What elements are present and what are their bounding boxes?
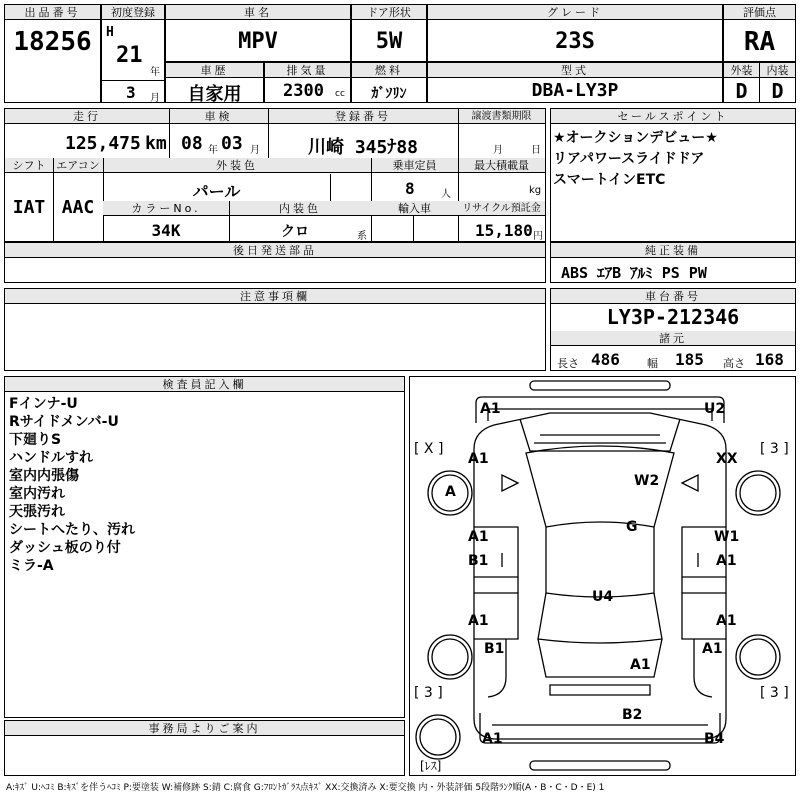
displacement-box — [264, 62, 351, 103]
history-box — [165, 62, 264, 103]
width: 185 — [675, 350, 704, 369]
mark-cabin: U4 — [592, 589, 614, 605]
mark-fl-fender: A1 — [468, 451, 489, 467]
mark-x-fl: [ X ] — [414, 441, 444, 457]
fuel: ｶﾞｿﾘﾝ — [371, 86, 407, 102]
registration-box — [101, 4, 165, 103]
mark-rl-fender: B1 — [484, 641, 505, 657]
shift-label: シフト — [5, 158, 53, 173]
fuel-box — [351, 62, 427, 103]
mark-fr-top: U2 — [704, 401, 726, 417]
length: 486 — [591, 350, 620, 369]
aircon: AAC — [61, 197, 95, 218]
reg-year-unit: 年 — [150, 67, 160, 78]
mark-fl-top: A1 — [480, 401, 501, 417]
disp-label: 排気量 — [265, 63, 350, 78]
length-label: 長さ — [557, 357, 579, 370]
interior-color: クロ — [281, 224, 309, 240]
inspector-note: 下廻りS — [9, 432, 62, 448]
inspector-note: シートへたり、汚れ — [9, 522, 135, 538]
sales-line: リアパワースライドドア — [553, 151, 705, 167]
displacement: 2300 — [283, 81, 324, 101]
equipment: ABS ｴｱB ｱﾙﾐ PS PW — [561, 264, 707, 282]
reg-year: 21 — [116, 43, 143, 68]
color-number: 34K — [151, 221, 181, 240]
car-outline — [410, 377, 795, 775]
mark-rr-fender: A1 — [702, 641, 723, 657]
mark-x-rl: [ 3 ] — [414, 685, 443, 701]
insp-month: 03 — [221, 133, 243, 154]
mark-spare: [ﾚｽ] — [420, 759, 442, 773]
insp-month-unit: 月 — [250, 145, 260, 156]
name-box — [165, 4, 351, 62]
inspector-note: ダッシュ板のり付 — [9, 540, 121, 556]
plate: 川崎 345ﾅ88 — [307, 137, 419, 158]
transfer-day-unit: 日 — [531, 145, 541, 156]
inspector-note: Rサイドメンバ-U — [9, 414, 119, 430]
intcolor-label: 内装色 — [229, 201, 371, 216]
sales-point-box — [550, 108, 796, 242]
shift: IAT — [12, 197, 46, 218]
mark-rr-door: A1 — [716, 613, 737, 629]
grade-label: グレード — [428, 5, 722, 20]
mark-wheel-fl: A — [445, 484, 456, 500]
grade-box — [427, 4, 723, 62]
model-code: DBA-LY3P — [531, 80, 619, 101]
office-box — [4, 720, 405, 776]
equipment-label: 純正装備 — [551, 243, 795, 258]
mark-roof: G — [626, 519, 638, 535]
score-box — [723, 4, 796, 62]
int-grade: D — [771, 79, 784, 103]
mark-fr-door1: W1 — [714, 529, 740, 545]
lot-label: 出品番号 — [5, 5, 100, 20]
name-label: 車名 — [166, 5, 350, 20]
sales-line: スマートインETC — [553, 172, 666, 188]
score: RA — [743, 27, 776, 57]
lot-number: 18256 — [13, 27, 92, 57]
capacity: 8 — [405, 179, 415, 198]
caution-box — [4, 288, 546, 371]
mark-rl-corner: A1 — [482, 731, 503, 747]
capacity-label: 乗車定員 — [371, 158, 458, 173]
model-box — [427, 62, 723, 103]
mark-fl-door1: A1 — [468, 529, 489, 545]
grade: 23S — [555, 29, 595, 54]
disp-unit: cc — [335, 89, 345, 99]
mark-fr-fender: XX — [716, 451, 738, 467]
mark-rl-door: A1 — [468, 613, 489, 629]
later-parts-box — [4, 242, 546, 283]
color-label: 外装色 — [103, 158, 371, 173]
recycle-label: リサイクル預託金 — [458, 201, 545, 216]
inspector-note: Fインナ-U — [9, 396, 78, 412]
width-label: 幅 — [647, 357, 658, 370]
int-label: 内装 — [760, 63, 795, 78]
office-label: 事務局よりご案内 — [5, 721, 404, 736]
score-label: 評価点 — [724, 5, 795, 20]
inspector-label: 検査員記入欄 — [5, 377, 404, 392]
inspector-note: 室内汚れ — [9, 486, 65, 502]
load-label: 最大積載量 — [458, 158, 545, 173]
sales-line: ★オークションデビュー★ — [553, 130, 718, 146]
mileage-label: 走行 — [5, 109, 169, 124]
car-name: MPV — [238, 29, 278, 54]
capacity-unit: 人 — [441, 189, 451, 200]
chassis-box — [550, 288, 796, 371]
sales-label: セールスポイント — [551, 109, 795, 124]
mark-fr-door2: A1 — [716, 553, 737, 569]
damage-diagram — [409, 376, 796, 776]
ac-label: エアコン — [53, 158, 103, 173]
mileage-unit: km — [145, 133, 167, 154]
intcolor-unit: 系 — [357, 231, 367, 242]
transfer-month-unit: 月 — [493, 145, 503, 156]
ext-label: 外装 — [724, 63, 759, 78]
specs-label: 諸元 — [551, 331, 795, 346]
equipment-box — [550, 242, 796, 283]
legend: A:ｷｽﾞ U:ﾍｺﾐ B:ｷｽﾞを伴うﾍｺﾐ P:要塗装 W:補修跡 S:錆 C:腐食 G:ﾌﾛﾝﾄｶﾞﾗｽ点ｷｽﾞ XX:交換済み X:要交換 内・外装評価 5段階ﾗﾝｸ順(A・B・C・D・E) 1 — [6, 783, 605, 793]
inspector-note: ミラ-A — [9, 558, 54, 574]
mark-rear-bumper: B2 — [622, 707, 643, 723]
inspector-note: 室内内張傷 — [9, 468, 79, 484]
inspector-box — [4, 376, 405, 718]
int-box — [759, 62, 796, 103]
insp-year: 08 — [181, 133, 203, 154]
later-parts-label: 後日発送部品 — [5, 243, 545, 258]
colorno-label: カラーNo. — [103, 201, 229, 216]
mark-hood: W2 — [634, 473, 660, 489]
import-label: 輸入車 — [371, 201, 458, 216]
exterior-color: パール — [192, 182, 241, 201]
mark-tail: A1 — [630, 657, 651, 673]
mark-x-rr: [ 3 ] — [760, 685, 789, 701]
inspector-note: 天張汚れ — [9, 504, 65, 520]
height-label: 高さ — [723, 357, 745, 370]
load-unit: kg — [529, 185, 542, 196]
door-label: ドア形状 — [352, 5, 426, 20]
reg-month: 3 — [126, 83, 136, 102]
inspector-note: ハンドルすれ — [9, 450, 93, 466]
height: 168 — [755, 350, 784, 369]
ext-box — [723, 62, 760, 103]
ext-grade: D — [735, 79, 748, 103]
door-type: 5W — [375, 29, 403, 54]
plate-label: 登録番号 — [268, 109, 458, 124]
caution-label: 注意事項欄 — [5, 289, 545, 304]
reg-label: 初度登録 — [102, 5, 164, 20]
chassis-label: 車台番号 — [551, 289, 795, 304]
lot-box — [4, 4, 101, 103]
mileage: 125,475 — [65, 133, 141, 154]
inspection-label: 車検 — [169, 109, 268, 124]
insp-year-unit: 年 — [208, 145, 218, 156]
mark-x-fr: [ 3 ] — [760, 441, 789, 457]
recycle-fee: 15,180 — [475, 221, 533, 240]
recycle-unit: 円 — [533, 231, 543, 242]
door-box — [351, 4, 427, 62]
reg-month-unit: 月 — [150, 93, 160, 104]
vehicle-info-box — [4, 108, 546, 242]
fuel-label: 燃料 — [352, 63, 426, 78]
reg-era: H — [106, 25, 114, 40]
transfer-label: 譲渡書類期限 — [458, 109, 545, 124]
mark-rr-corner: B4 — [704, 731, 725, 747]
history: 自家用 — [187, 84, 242, 105]
chassis-number: LY3P-212346 — [606, 305, 740, 329]
mark-fl-door2: B1 — [468, 553, 489, 569]
history-label: 車歴 — [166, 63, 263, 78]
model-label: 型式 — [428, 63, 722, 78]
